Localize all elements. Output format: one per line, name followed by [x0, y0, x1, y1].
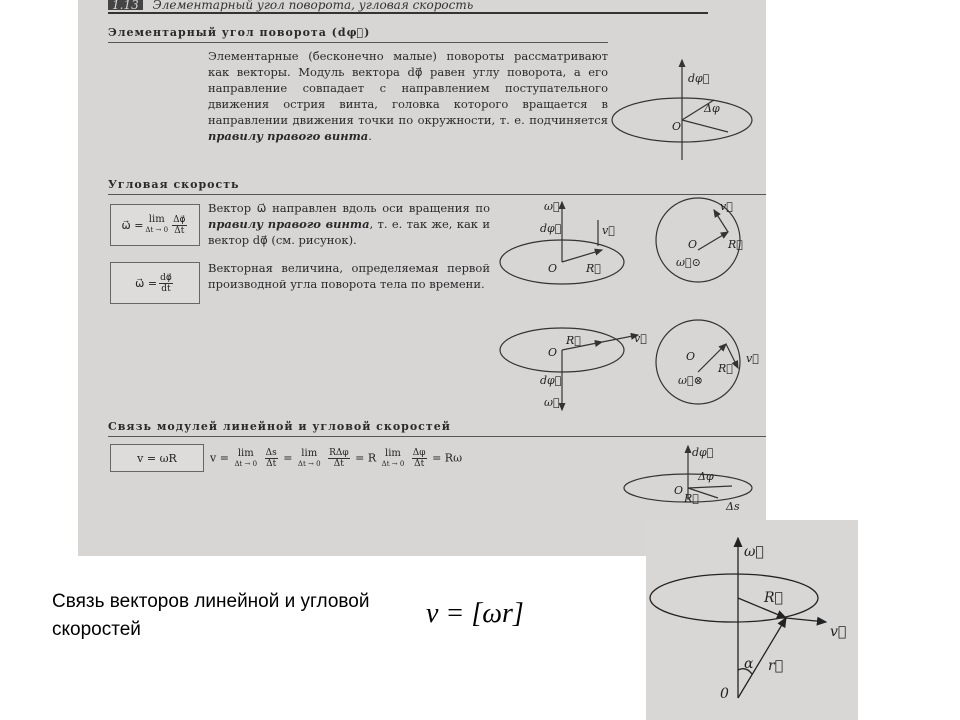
- diagram5-omega-cross-label: ω⃗⊗: [678, 374, 703, 387]
- diagram2-O-label: O: [548, 262, 558, 275]
- diagram2-radius: [562, 250, 602, 262]
- textbook-scan: [78, 0, 766, 556]
- section-badge: 1.13: [108, 0, 143, 10]
- diagram4-R-label: R⃗: [566, 334, 581, 347]
- section-title-linear-angular-link: Связь модулей линейной и угловой скоростей: [108, 420, 451, 433]
- inset-orbit: [650, 574, 818, 622]
- formula-angular-velocity-limit: ω⃗ = lim Δt → 0 $\frac{\Delta\varphi⃗}{\Delta t}$: [110, 204, 200, 246]
- right-screw-rule: правилу правого винта: [208, 129, 369, 143]
- diagram2-v-label: v⃗: [602, 224, 615, 237]
- inset-r-label: r⃗: [768, 658, 784, 674]
- diagram2-omega-label: ω⃗: [544, 200, 560, 213]
- diagram4-dphi-label: dφ⃗: [540, 374, 562, 387]
- diagram6-dphi-small-label: Δφ: [698, 470, 714, 483]
- paragraph-omega-definition: Векторная величина, определяемая первой производной угла поворота тела по времени.: [208, 261, 490, 291]
- header-title: Элементарный угол поворота, угловая скорость: [152, 0, 474, 12]
- inset-velocity: [786, 618, 826, 622]
- diagram5-v-label: v⃗: [746, 352, 759, 365]
- inset-diagram: [646, 520, 858, 720]
- section-title-angular-velocity: Угловая скорость: [108, 178, 240, 191]
- section-title-elementary-angle: Элементарный угол поворота (dφ⃗): [108, 26, 371, 39]
- diagram4-omega-label: ω⃗: [544, 396, 560, 409]
- formula-v-omega-r: v = ωR: [110, 444, 204, 472]
- inset-R-label: R⃗: [764, 590, 783, 606]
- vector-product-formula: v = [ωr]: [426, 598, 524, 629]
- inset-svg: [646, 520, 858, 720]
- diagram4-velocity: [602, 335, 638, 342]
- inset-omega-label: ω⃗: [744, 544, 764, 560]
- diagram3-omega-dot-label: ω⃗⊙: [676, 256, 701, 269]
- diagram3-O-label: O: [688, 238, 698, 251]
- diagram2-R-label: R⃗: [586, 262, 601, 275]
- formula-derivation: v = lim Δt → 0 $\frac{\Delta s}{\Delta t}$ = lim Δt → 0 $\frac{\text{RΔφ}}{\Delta t}$ = R lim Δt → 0 $\frac{\Delta\varphi}{\Delta t}$ = Rω: [210, 447, 463, 469]
- diagram3-radius: [698, 232, 728, 250]
- diagram6-radius2: [688, 486, 732, 488]
- diagram3-velocity: [714, 210, 728, 232]
- formula-angular-velocity-derivative: ω⃗ = $\frac{d\varphi⃗}{dt}$: [110, 262, 200, 304]
- slide-caption: Связь векторов линейной и угловой скоростей: [52, 591, 370, 640]
- diagram4-v-label: v⃗: [634, 332, 647, 345]
- diagram6-dphi-label: dφ⃗: [692, 446, 714, 459]
- paragraph-text: Элементарные (бесконечно малые) повороты рассматривают как векторы. Модуль вектора dφ⃗ равен углу поворота, а его направление совпадает с направлением поступательного движения острия винта, головка которого вращается в направлении движения точки по окружности, т. е. подчиняется: [208, 49, 608, 127]
- diagram6-O-label: O: [674, 484, 684, 497]
- diagram5-O-label: O: [686, 350, 696, 363]
- diagram1-dphi-label: dφ⃗: [688, 72, 710, 85]
- diagram5-R-label: R⃗: [718, 362, 733, 375]
- diagram3-v-label: v⃗: [720, 200, 733, 213]
- paragraph-end: .: [368, 129, 372, 143]
- paragraph-text: Вектор ω⃗ направлен вдоль оси вращения по: [208, 201, 490, 215]
- diagram6-R-label: R⃗: [684, 492, 699, 505]
- paragraph-text: , т. е. так же, как и вектор dφ⃗ (см. рисунок).: [208, 217, 490, 247]
- diagram2-dphi-label: dφ⃗: [540, 222, 562, 235]
- diagram1-radius: [682, 120, 728, 132]
- diagram4-O-label: O: [548, 346, 558, 359]
- limit-subscript: Δt → 0: [145, 226, 169, 234]
- inset-v-label: v⃗: [830, 624, 847, 640]
- inset-alpha-label: α: [744, 656, 754, 672]
- scan-diagrams: [78, 0, 766, 556]
- diagram3-R-label: R⃗: [728, 238, 743, 251]
- right-screw-rule: правилу правого винта: [208, 217, 370, 231]
- diagram1-O-label: O: [672, 120, 682, 133]
- diagram6-ds-label: Δs: [726, 500, 740, 513]
- diagram1-dphi-small-label: Δφ: [704, 102, 720, 115]
- inset-origin-label: 0: [720, 686, 729, 702]
